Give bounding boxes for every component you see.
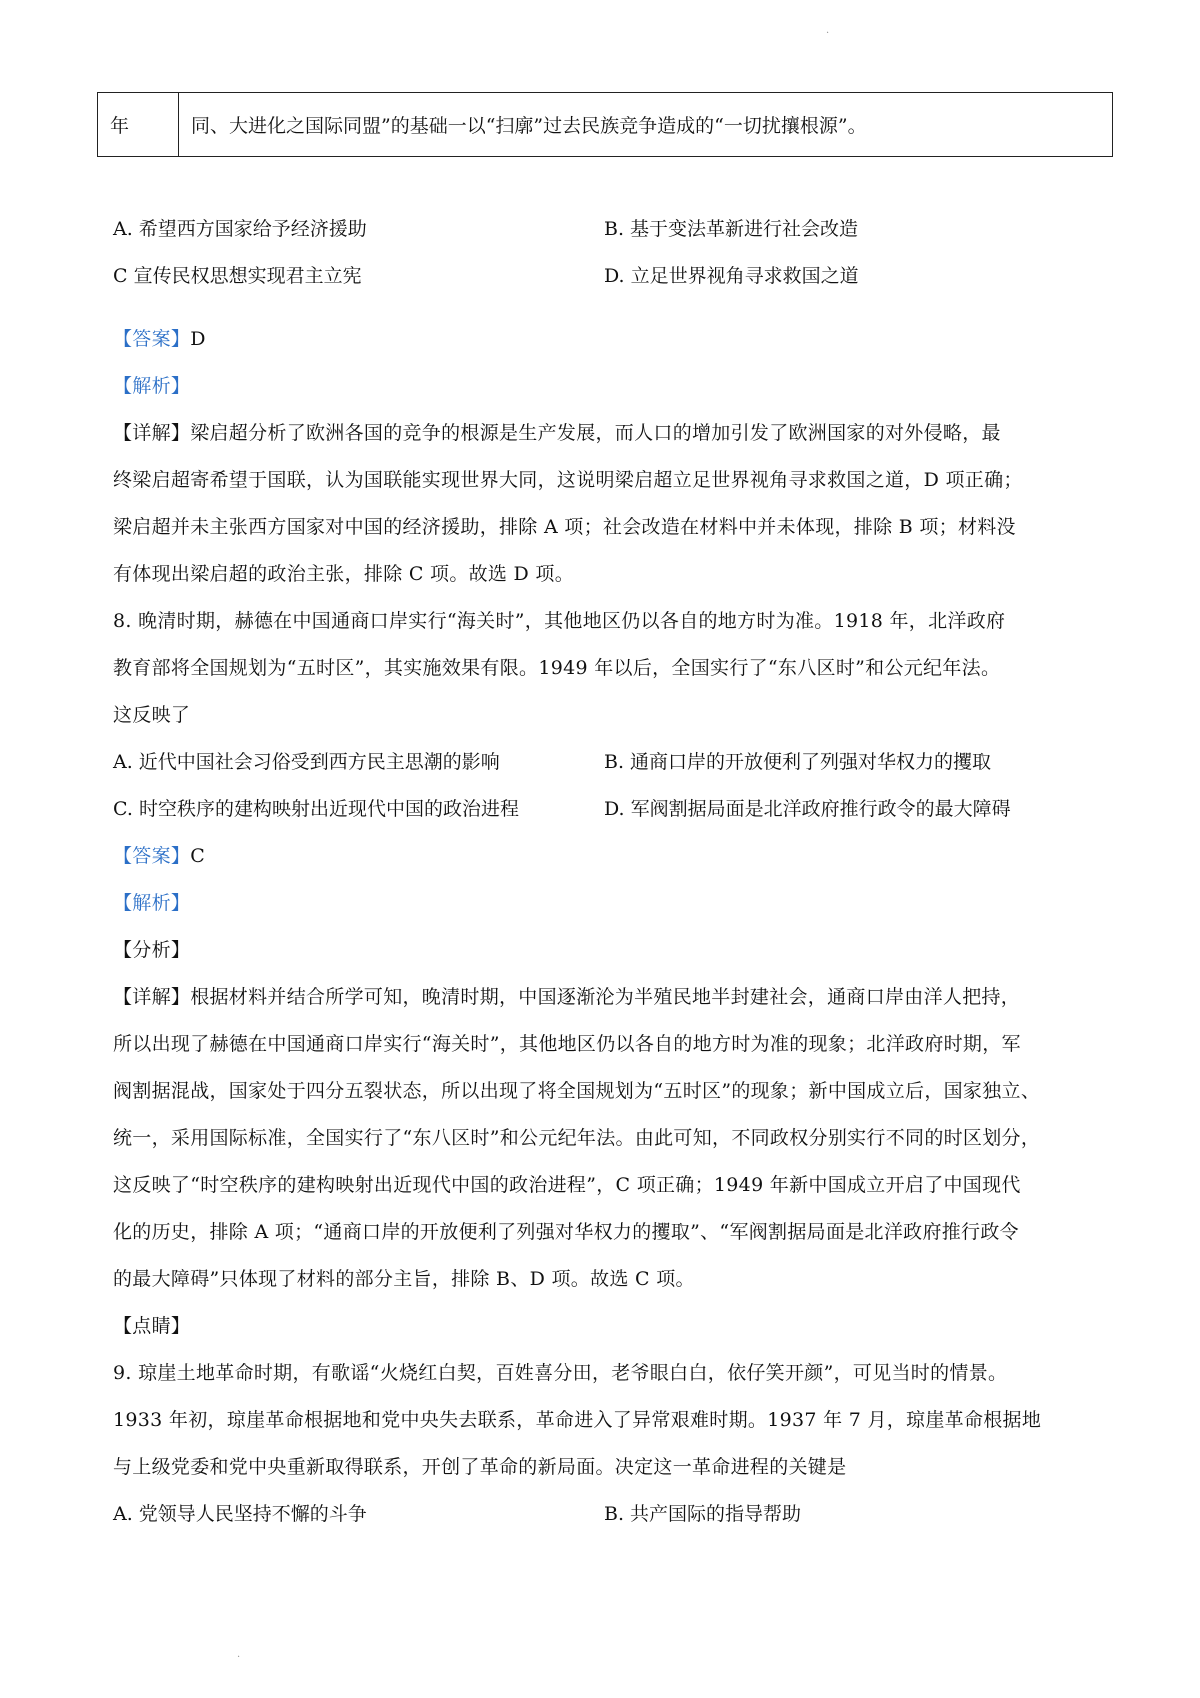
q8-dianjing-label: 【点睛】 (113, 1315, 191, 1337)
scan-dot: · (826, 28, 830, 39)
q7-option-c: C 宣传民权思想实现君主立宪 (113, 265, 362, 287)
q8-fenxi-label: 【分析】 (113, 939, 191, 961)
q9-stem-line: 与上级党委和党中央重新取得联系，开创了革命的新局面。决定这一革命进程的关键是 (113, 1456, 847, 1478)
q8-detail-line: 的最大障碍”只体现了材料的部分主旨，排除 B、D 项。故选 C 项。 (113, 1268, 695, 1290)
q7-detail-line: 【详解】梁启超分析了欧洲各国的竞争的根源是生产发展，而人口的增加引发了欧洲国家的对外侵略，最 (113, 422, 1001, 444)
answer-label: 【答案】 (113, 328, 191, 350)
q8-stem-line: 这反映了 (113, 704, 191, 726)
q9-option-b: B. 共产国际的指导帮助 (604, 1503, 802, 1525)
q8-stem-line: 8. 晚清时期，赫德在中国通商口岸实行“海关时”，其他地区仍以各自的地方时为准。1918 年，北洋政府 (113, 610, 1006, 632)
q7-answer (113, 324, 206, 354)
q9-stem-line: 9. 琼崖土地革命时期，有歌谣“火烧红白契，百姓喜分田，老爷眼白白，依仔笑开颜”，可见当时的情景。 (113, 1362, 1008, 1384)
q8-detail-line: 阀割据混战，国家处于四分五裂状态，所以出现了将全国规划为“五时区”的现象；新中国成立后，国家独立、 (113, 1080, 1041, 1102)
q7-option-d: D. 立足世界视角寻求救国之道 (604, 265, 859, 287)
q7-analysis-label: 【解析】 (113, 375, 191, 397)
q7-option-a: A. 希望西方国家给予经济援助 (113, 218, 367, 240)
q9-stem-line: 1933 年初，琼崖革命根据地和党中央失去联系，革命进入了异常艰难时期。1937 年 7 月，琼崖革命根据地 (113, 1409, 1042, 1431)
q8-option-d: D. 军阀割据局面是北洋政府推行政令的最大障碍 (604, 798, 1011, 820)
answer-value: C (190, 845, 206, 867)
table-cell-content: 同、大进化之国际同盟”的基础一以“扫廓”过去民族竞争造成的“一切扰攘根源”。 (179, 93, 1113, 157)
q8-detail-line: 这反映了“时空秩序的建构映射出近现代中国的政治进程”，C 项正确；1949 年新中国成立开启了中国现代 (113, 1174, 1021, 1196)
q8-detail-line: 【详解】根据材料并结合所学可知，晚清时期，中国逐渐沦为半殖民地半封建社会，通商口岸由洋人把持， (113, 986, 1021, 1008)
q8-option-b: B. 通商口岸的开放便利了列强对华权力的攫取 (604, 751, 992, 773)
table-cell-year: 年 (98, 93, 179, 157)
q8-option-c: C. 时空秩序的建构映射出近现代中国的政治进程 (113, 798, 519, 820)
q7-detail-line: 有体现出梁启超的政治主张，排除 C 项。故选 D 项。 (113, 563, 575, 585)
q8-analysis-label: 【解析】 (113, 892, 191, 914)
q8-answer (113, 841, 205, 871)
material-table (97, 92, 1113, 157)
scan-dot: · (237, 1652, 241, 1663)
q7-detail-line: 梁启超并未主张西方国家对中国的经济援助，排除 A 项；社会改造在材料中并未体现，排除 B 项；材料没 (113, 516, 1016, 538)
q8-detail-line: 统一，采用国际标准，全国实行了“东八区时”和公元纪年法。由此可知，不同政权分别实行不同的时区划分， (113, 1127, 1041, 1149)
q8-stem-line: 教育部将全国规划为“五时区”，其实施效果有限。1949 年以后，全国实行了“东八区时”和公元纪年法。 (113, 657, 1001, 679)
table-row (98, 93, 1113, 157)
q8-detail-line: 所以出现了赫德在中国通商口岸实行“海关时”，其他地区仍以各自的地方时为准的现象；北洋政府时期，军 (113, 1033, 1021, 1055)
q7-detail-line: 终梁启超寄希望于国联，认为国联能实现世界大同，这说明梁启超立足世界视角寻求救国之道，D 项正确； (113, 469, 1023, 491)
answer-label: 【答案】 (113, 845, 191, 867)
q9-option-a: A. 党领导人民坚持不懈的斗争 (113, 1503, 367, 1525)
q8-detail-line: 化的历史，排除 A 项；“通商口岸的开放便利了列强对华权力的攫取”、“军阀割据局面是北洋政府推行政令 (113, 1221, 1019, 1243)
q8-option-a: A. 近代中国社会习俗受到西方民主思潮的影响 (113, 751, 500, 773)
q7-option-b: B. 基于变法革新进行社会改造 (604, 218, 859, 240)
answer-value: D (190, 328, 206, 350)
